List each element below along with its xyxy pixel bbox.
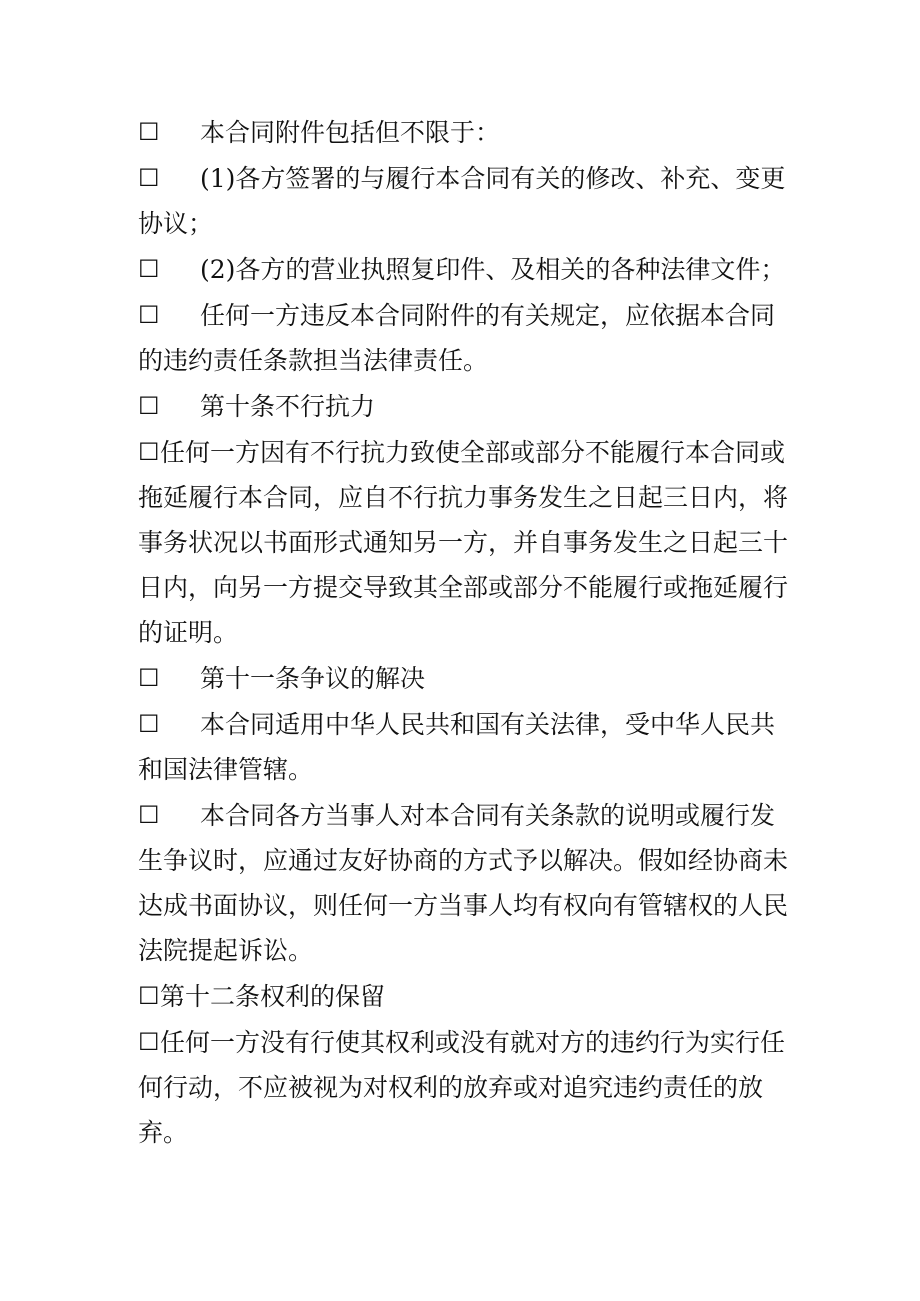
paragraph-reservation-of-rights (138, 1020, 798, 1155)
paragraph-text: (1)各方签署的与履行本合同有关的修改、补充、变更协议； (138, 164, 786, 238)
checkbox-icon: ☐ (138, 710, 160, 738)
paragraph-text: 任何一方没有行使其权利或没有就对方的违约行为实行任何行动，不应被视为对权利的放弃或对追究违约责任的放弃。 (138, 1028, 786, 1147)
checkbox-icon: ☐ (138, 801, 160, 829)
heading-text: 第十二条权利的保留 (160, 982, 386, 1011)
checkbox-icon: ☐ (138, 255, 160, 283)
heading-text: 第十一条争议的解决 (200, 664, 426, 693)
checkbox-icon: ☐ (138, 664, 160, 692)
heading-article-11 (138, 656, 798, 701)
paragraph-force-majeure (138, 430, 798, 655)
paragraph-text: 任何一方违反本合同附件的有关规定，应依据本合同的违约责任条款担当法律责任。 (138, 301, 776, 375)
checkbox-icon: ☐ (138, 301, 160, 329)
paragraph-attachment-1 (138, 156, 798, 246)
checkbox-icon: ☐ (138, 1028, 160, 1056)
paragraph-governing-law (138, 702, 798, 792)
checkbox-icon: ☐ (138, 392, 160, 420)
paragraph-text: 本合同适用中华人民共和国有关法律，受中华人民共和国法律管辖。 (138, 710, 776, 784)
checkbox-icon: ☐ (138, 164, 160, 192)
paragraph-text: (2)各方的营业执照复印件、及相关的各种法律文件； (200, 255, 786, 284)
checkbox-icon: ☐ (138, 982, 160, 1010)
checkbox-icon: ☐ (138, 118, 160, 146)
paragraph-dispute-resolution (138, 793, 798, 973)
paragraph-attachment-liability (138, 293, 798, 383)
checkbox-icon: ☐ (138, 438, 160, 466)
heading-text: 第十条不行抗力 (200, 392, 376, 421)
heading-article-10 (138, 384, 798, 429)
document-body (138, 110, 798, 1155)
heading-article-12 (138, 974, 798, 1019)
paragraph-text: 任何一方因有不行抗力致使全部或部分不能履行本合同或拖延履行本合同，应自不行抗力事务发生之日起三日内，将事务状况以书面形式通知另一方，并自事务发生之日起三十日内，向另一方提交导致其全部或部分不能履行或拖延履行的证明。 (138, 438, 789, 647)
paragraph-text: 本合同附件包括但不限于： (200, 118, 501, 147)
paragraph-attachments-intro (138, 110, 798, 155)
paragraph-text: 本合同各方当事人对本合同有关条款的说明或履行发生争议时，应通过友好协商的方式予以解决。假如经协商未达成书面协议，则任何一方当事人均有权向有管辖权的人民法院提起诉讼。 (138, 801, 789, 965)
paragraph-attachment-2 (138, 247, 798, 292)
